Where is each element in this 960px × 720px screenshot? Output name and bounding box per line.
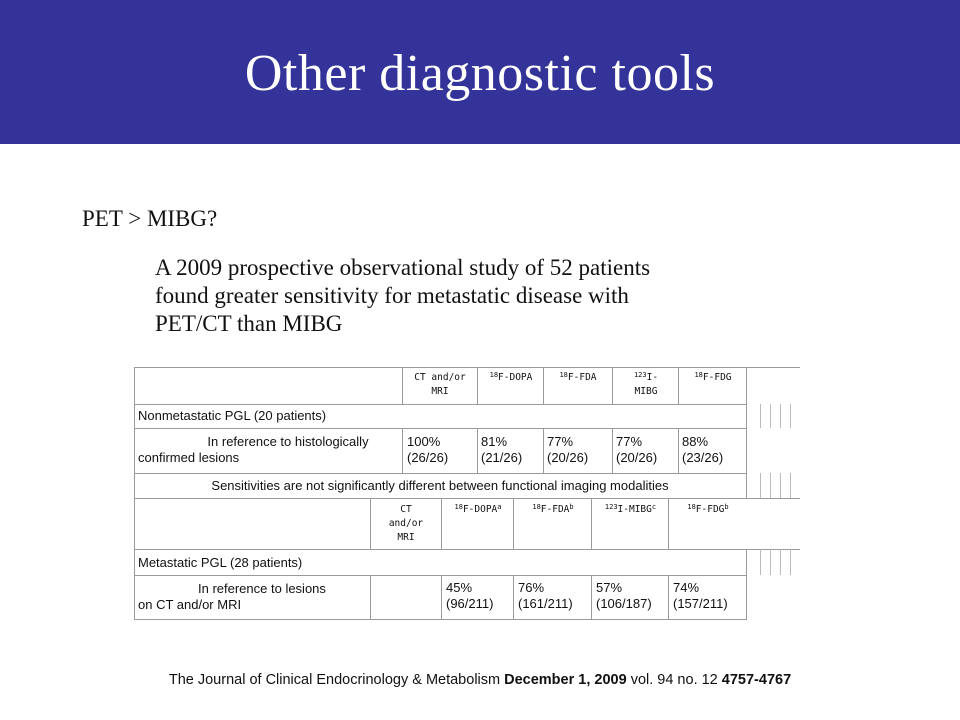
footnote-sup: c: [651, 503, 657, 511]
row-label-line: on CT and/or MRI: [138, 597, 242, 612]
isotope-sup: 18: [532, 503, 541, 511]
citation-volume: vol. 94 no. 12: [630, 672, 718, 688]
citation-date: December 1, 2009: [504, 672, 627, 688]
col-header-text: I-: [646, 372, 659, 383]
value-mibg: [596, 580, 652, 612]
value-pct: 77%: [547, 434, 574, 449]
footnote-sup: a: [497, 503, 502, 511]
col-header-text: F-DOPA: [498, 372, 533, 383]
footnote-sup: b: [569, 503, 574, 511]
table-note: Sensitivities are not significantly different between functional imaging modalities: [211, 478, 669, 493]
value-frac: (23/26): [682, 450, 724, 465]
slide-title: Other diagnostic tools: [244, 45, 716, 102]
col-header-fda: [545, 371, 611, 385]
col-header-mibg: [593, 503, 668, 517]
col-header-fdg: [680, 371, 746, 385]
row-label-line: confirmed lesions: [138, 450, 240, 465]
value-frac: (21/26): [481, 450, 523, 465]
footnote-sup: b: [724, 503, 729, 511]
isotope-sup: 18: [489, 371, 499, 379]
col-header-ct: [404, 371, 476, 399]
col-header-text: MRI: [397, 532, 415, 543]
value-pct: 81%: [481, 434, 508, 449]
value-pct: 100%: [407, 434, 441, 449]
col-header-fda: [515, 503, 591, 517]
citation-journal: The Journal of Clinical Endocrinology & Metabolism: [168, 672, 501, 688]
value-dopa: [481, 434, 522, 466]
value-pct: 76%: [518, 580, 545, 595]
isotope-sup: 123: [604, 503, 618, 511]
row-label: [136, 434, 400, 466]
isotope-sup: 123: [633, 371, 647, 379]
bullet-detail: [155, 254, 855, 338]
value-fdg: [673, 580, 728, 612]
value-pct: 77%: [616, 434, 643, 449]
row-label-line: In reference to lesions: [198, 581, 326, 596]
col-header-text: MRI: [431, 386, 449, 397]
col-header-text: F-FDA: [567, 372, 597, 383]
col-header-mibg: [614, 371, 678, 399]
col-header-text: F-FDA: [540, 504, 570, 515]
col-header-ct: [372, 503, 440, 545]
value-frac: (161/211): [518, 596, 573, 611]
col-header-text: CT: [400, 504, 412, 515]
col-header-text: F-DOPA: [462, 504, 498, 515]
value-frac: (96/211): [446, 596, 494, 611]
col-header-text: F-FDG: [695, 504, 725, 515]
value-fdg: [682, 434, 723, 466]
col-header-text: and/or: [388, 518, 424, 529]
value-pct: 88%: [682, 434, 709, 449]
value-fda: [547, 434, 588, 466]
value-pct: 57%: [596, 580, 623, 595]
detail-line: PET/CT than MIBG: [155, 311, 343, 336]
value-frac: (20/26): [547, 450, 589, 465]
section-label: Metastatic PGL (28 patients): [138, 555, 303, 570]
row-label: [136, 581, 368, 613]
bullet-question: PET > MIBG?: [82, 206, 218, 231]
value-fda: [518, 580, 573, 612]
col-header-fdg: [670, 503, 746, 517]
isotope-sup: 18: [454, 503, 463, 511]
value-frac: (106/187): [596, 596, 652, 611]
citation-pages: 4757-4767: [721, 672, 792, 688]
value-ct: [407, 434, 448, 466]
col-header-dopa: [443, 503, 513, 517]
col-header-text: F-FDG: [702, 372, 732, 383]
title-banner: [0, 0, 960, 144]
value-pct: 45%: [446, 580, 473, 595]
value-dopa: [446, 580, 493, 612]
col-header-text: MIBG: [634, 386, 658, 397]
citation: [0, 672, 960, 688]
detail-line: found greater sensitivity for metastatic disease with: [155, 283, 629, 308]
value-mibg: [616, 434, 657, 466]
value-frac: (20/26): [616, 450, 658, 465]
row-label-line: In reference to histologically: [207, 434, 369, 449]
value-frac: (157/211): [673, 596, 728, 611]
col-header-text: I-MIBG: [617, 504, 652, 515]
value-frac: (26/26): [407, 450, 449, 465]
isotope-sup: 18: [687, 503, 696, 511]
col-header-text: CT and/or: [414, 372, 466, 383]
isotope-sup: 18: [559, 371, 568, 379]
value-pct: 74%: [673, 580, 700, 595]
isotope-sup: 18: [694, 371, 703, 379]
detail-line: A 2009 prospective observational study of 52 patients: [155, 255, 651, 280]
section-label: Nonmetastatic PGL (20 patients): [138, 408, 327, 423]
col-header-dopa: [479, 371, 543, 385]
